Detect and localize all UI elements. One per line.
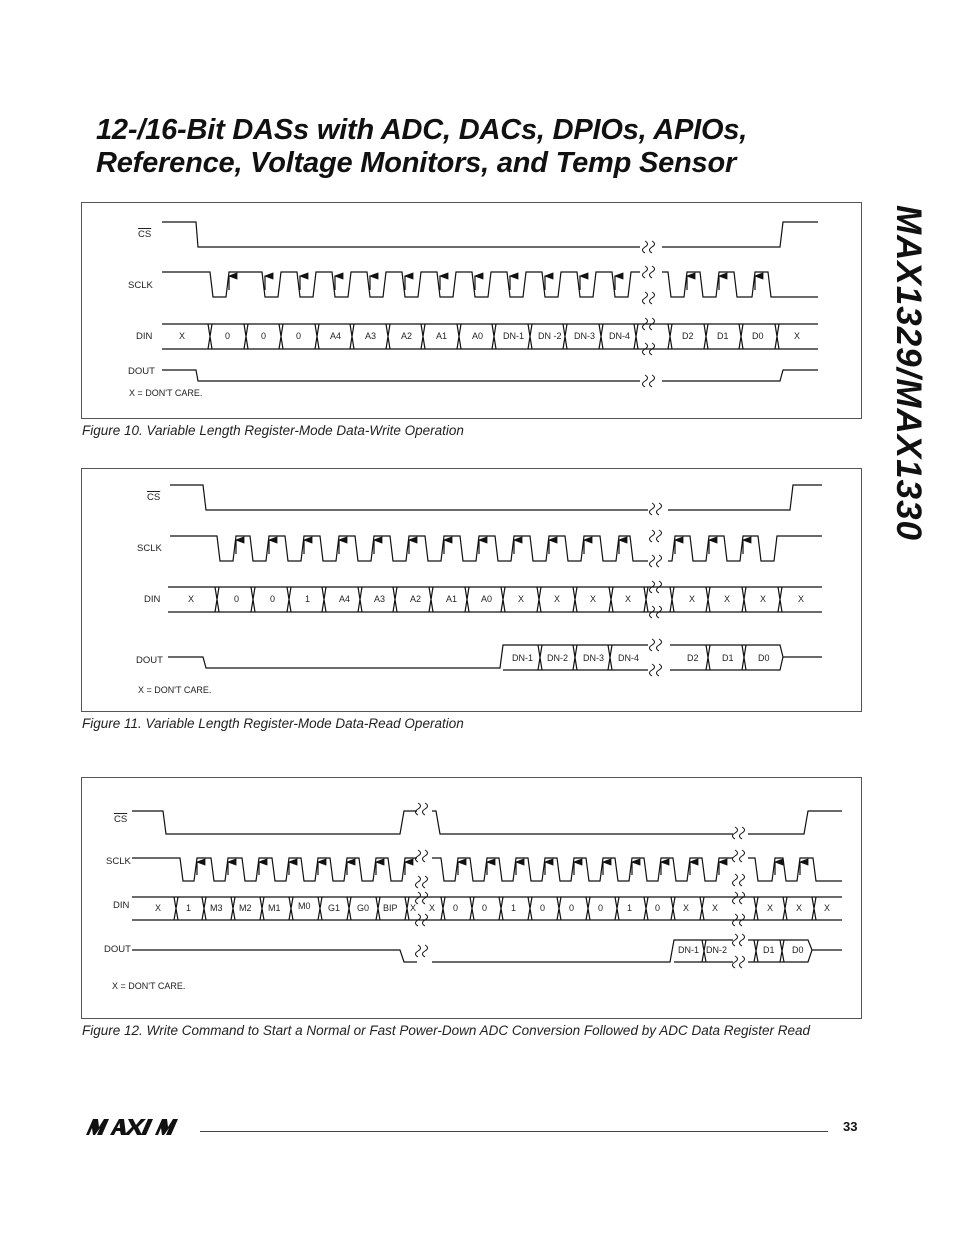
fig12-dout-cell: DN-2 [706,945,728,955]
fig12-din-cell: M0 [298,901,311,911]
fig11-sclk-rising-arrows [236,540,743,554]
fig12-break-marks [416,803,745,968]
fig10-din-cell: X [794,331,801,341]
fig10-dout-label: DOUT [128,366,155,377]
fig11-din-label: DIN [144,594,161,605]
fig11-dout-cell: D1 [722,653,734,663]
fig11-cs-wave [170,485,822,510]
fig11-dout-cell: D2 [687,653,699,663]
fig12-din-cell: G0 [357,903,370,913]
fig11-din-cell: A4 [339,594,351,604]
fig11-din-cell: A3 [374,594,386,604]
fig11-din-cell: A0 [481,594,493,604]
fig12-dout-wave [132,940,842,962]
fig12-din-cell: X [155,903,162,913]
side-part-number: MAX1329/MAX1330 [889,205,928,541]
fig11-din-cell: 1 [305,594,311,604]
fig11-din-cell: X [625,594,632,604]
fig10-din-cell: A2 [401,331,413,341]
fig12-din-cell: X [429,903,436,913]
fig11-sclk-label: SCLK [137,543,162,554]
fig10-sclk-label: SCLK [128,280,153,291]
fig11-dout-cell: D0 [758,653,770,663]
fig11-din-cell: A1 [446,594,458,604]
fig10-din-cell: 0 [261,331,267,341]
fig11-din-cell: X [798,594,805,604]
fig12-dout-cell: D0 [792,945,804,955]
fig10-din-cell: D1 [717,331,729,341]
page-title-line-2: Reference, Voltage Monitors, and Temp Sensor [96,147,737,179]
fig12-cs-wave [132,811,842,834]
fig11-din-cell: 0 [234,594,240,604]
figure-12-caption: Figure 12. Write Command to Start a Normal or Fast Power-Down ADC Conversion Followed by ADC Data Register Read [82,1023,811,1038]
fig11-dout-transitions [538,645,746,670]
fig11-dout-cell: DN-3 [583,653,605,663]
fig11-dont-care-note: X = DON'T CARE. [138,685,212,695]
fig10-din-cell: DN-3 [574,331,596,341]
fig11-din-cell: X [188,594,195,604]
figure-10-caption: Figure 10. Variable Length Register-Mode Data-Write Operation [82,423,464,438]
fig10-din-cell: D0 [752,331,764,341]
fig12-din-cell: G1 [328,903,341,913]
fig12-din-cell: X [683,903,690,913]
fig11-cs-label: $\overline{CS}$ [147,492,161,503]
fig12-dont-care-note: X = DON'T CARE. [112,981,186,991]
fig10-din-label: DIN [136,331,153,342]
fig12-din-cell: M2 [239,903,252,913]
fig12-din-cell: M1 [268,903,281,913]
fig10-din-cell: DN -2 [538,331,562,341]
fig12-dout-cell: D1 [763,945,775,955]
fig11-dout-label: DOUT [136,655,163,666]
fig10-din-cell: DN-1 [503,331,525,341]
fig10-dont-care-note: X = DON'T CARE. [129,388,203,398]
maxim-logo-icon [84,1117,194,1137]
fig10-din-cell: DN-4 [609,331,631,341]
fig10-din-cell: 0 [296,331,302,341]
fig12-din-cell: 1 [511,903,517,913]
fig10-cs-label: $\overline{CS}$ [138,229,152,240]
fig10-break-marks [643,241,655,387]
fig12-din-cell: BIP [383,903,398,913]
fig12-din-cell: 0 [598,903,604,913]
fig10-cs-wave [162,222,818,247]
fig11-din-cell: X [518,594,525,604]
fig10-din-cell: A1 [436,331,448,341]
fig10-din-cell: 0 [225,331,231,341]
page-number: 33 [843,1119,858,1134]
fig12-din-cell: 0 [569,903,575,913]
fig11-dout-cell: DN-4 [618,653,640,663]
fig12-din-cell: 0 [540,903,546,913]
fig12-din-cell: X [824,903,831,913]
figure-11-caption: Figure 11. Variable Length Register-Mode Data-Read Operation [82,716,464,731]
fig10-din-cell: A4 [330,331,342,341]
fig11-din-transitions [215,587,782,612]
page-title-line-1: 12-/16-Bit DASs with ADC, DACs, DPIOs, APIOs, [96,114,748,146]
fig12-din-cell: X [796,903,803,913]
fig11-dout-cell: DN-2 [547,653,569,663]
fig12-din-cell: 0 [453,903,459,913]
fig11-din-cell: A2 [410,594,422,604]
fig12-din-cell: 1 [186,903,192,913]
fig11-din-cell: X [554,594,561,604]
fig12-din-label: DIN [113,900,130,911]
fig12-sclk-label: SCLK [106,856,131,867]
fig12-cs-label: $\overline{CS}$ [114,814,128,825]
fig10-din-cell: D2 [682,331,694,341]
fig10-din-cell: X [179,331,186,341]
fig12-din-cell: 0 [482,903,488,913]
fig12-dout-cell: DN-1 [678,945,700,955]
fig12-din-cell: M3 [210,903,223,913]
fig11-dout-cell: DN-1 [512,653,534,663]
fig11-din-cell: 0 [270,594,276,604]
fig10-din-cell: A0 [472,331,484,341]
fig10-din-cell: A3 [365,331,377,341]
fig11-break-marks [650,503,662,676]
fig11-din-cell: X [760,594,767,604]
fig12-din-cell: X [767,903,774,913]
fig12-din-cell: X [712,903,719,913]
fig12-din-cell: 0 [655,903,661,913]
fig11-din-cell: X [724,594,731,604]
fig12-din-cell: 1 [627,903,633,913]
fig10-sclk-rising-arrows [229,276,755,290]
fig12-din-cell: X [410,903,417,913]
fig12-dout-label: DOUT [104,944,131,955]
fig11-din-cell: X [689,594,696,604]
footer-rule [200,1131,828,1132]
fig11-sclk-wave [170,536,822,561]
fig10-dout-wave [162,370,818,381]
fig11-din-cell: X [590,594,597,604]
